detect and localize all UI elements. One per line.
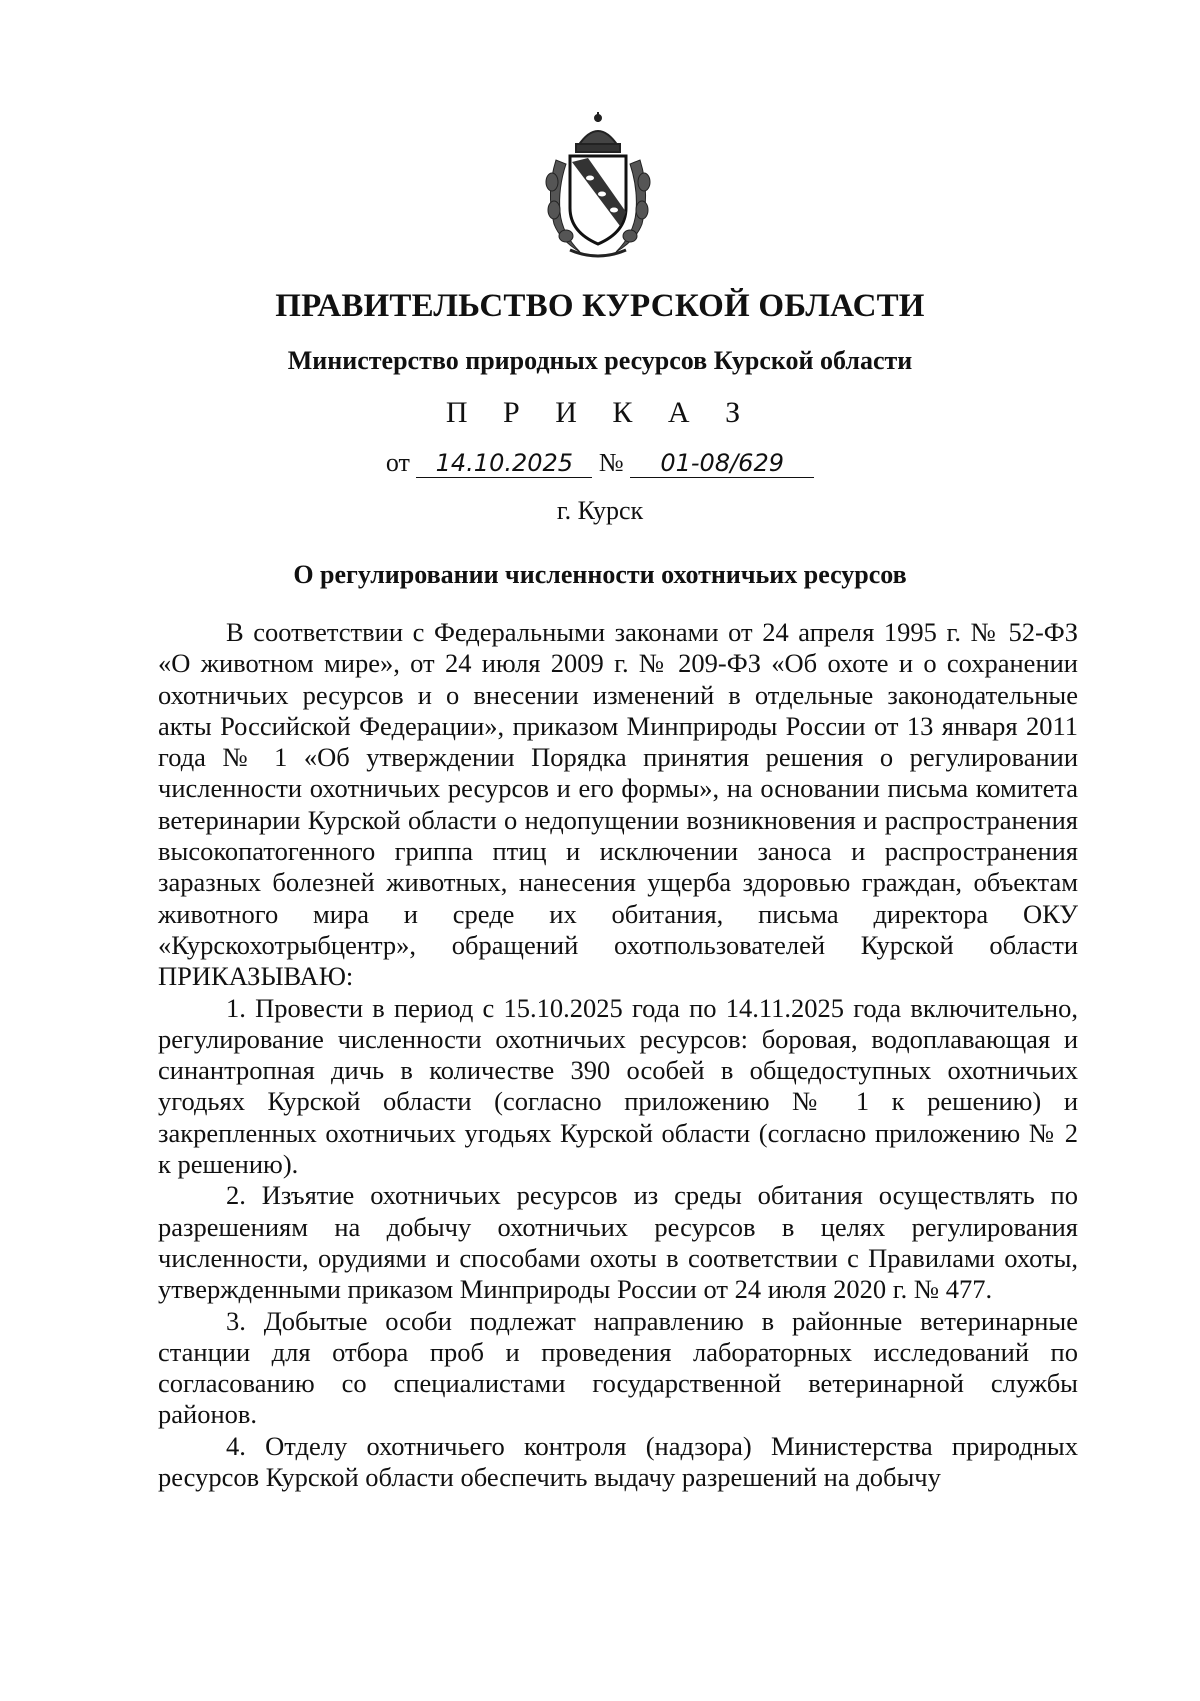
city-label: г. Курск [556,496,644,525]
handwritten-date: 14.10.2025 [416,449,592,478]
government-title: ПРАВИТЕЛЬСТВО КУРСКОЙ ОБЛАСТИ [275,288,925,324]
coat-of-arms-icon [540,112,656,262]
order-item-4: 4. Отделу охотничьего контроля (надзора) Министерства природных ресурсов Курской области обеспечить выдачу разрешений на добычу [158,1430,1078,1493]
preamble-paragraph: В соответствии с Федеральными законами от 24 апреля 1995 г. № 52-ФЗ «О животном мире», от 24 июля 2009 г. № 209-ФЗ «Об охоте и о сохранении охотничьих ресурсов и о внесении изменений в отдельные законодательные акты Российской Федерации», приказом Минприроды России от 13 января 2011 года № 1 «Об утверждении Порядка принятия решения о регулировании численности охотничьих ресурсов и его формы», на основании письма комитета ветеринарии Курской области о недопущении возникновения и распространения высокопатогенного гриппа птиц и исключении заноса и распространения заразных болезней животных, нанесения ущерба здоровью граждан, объектам животного мира и среде их обитания, письма директора ОКУ «Курскохотрыбцентр», обращений охотпользователей Курской области ПРИКАЗЫВАЮ: [158,617,1078,992]
handwritten-number: 01-08/629 [630,449,814,478]
number-prefix: № [598,448,624,477]
order-item-1: 1. Провести в период с 15.10.2025 года по 14.11.2025 года включительно, регулирование численности охотничьих ресурсов: боровая, водоплавающая и синантропная дичь в количестве 390 особей в общедоступных охотничьих угодьях Курской области (согласно приложению № 1 к решению) и закрепленных охотничьих угодьях Курской области (согласно приложению № 2 к решению). [158,992,1078,1180]
order-item-2: 2. Изъятие охотничьих ресурсов из среды обитания осуществлять по разрешениям на добычу охотничьих ресурсов в целях регулирования численности, орудиями и способами охоты в соответствии с Правилами охоты, утвержденными приказом Минприроды России от 24 июля 2020 г. № 477. [158,1180,1078,1305]
document-subject: О регулировании численности охотничьих ресурсов [293,560,907,589]
document-body [158,617,1078,1493]
date-number-line [0,448,1200,478]
date-prefix: от [385,448,410,477]
order-item-3: 3. Добытые особи подлежат направлению в районные ветеринарные станции для отбора проб и проведения лабораторных исследований по согласованию со специалистами государственной ветеринарной службы районов. [158,1305,1078,1430]
ministry-title: Министерство природных ресурсов Курской области [287,346,913,375]
document-type: П Р И К А З [445,396,755,429]
